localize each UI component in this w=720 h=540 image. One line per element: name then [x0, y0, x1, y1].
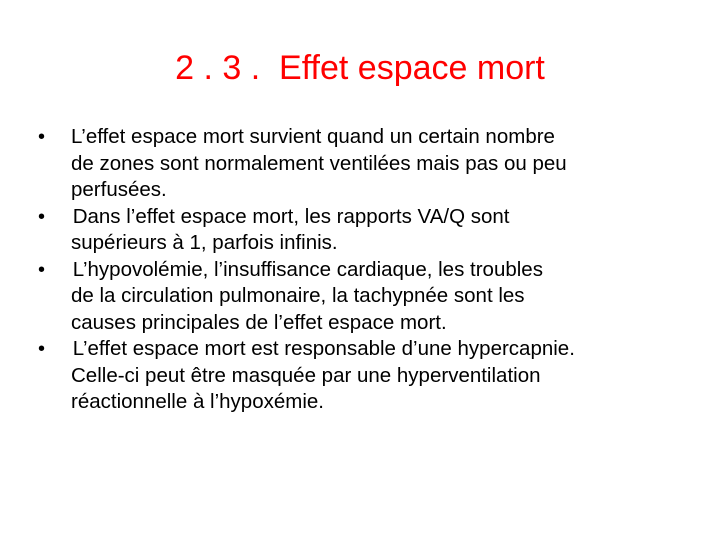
bullet-item-1	[0, 124, 720, 204]
bullet-text-line: réactionnelle à l’hypoxémie.	[71, 390, 324, 413]
bullet-text-line: L’effet espace mort survient quand un certain nombre	[71, 125, 555, 148]
bullet-text-line: L’effet espace mort est responsable d’une hypercapnie.	[67, 337, 575, 360]
bullet-text	[67, 257, 691, 337]
bullet-icon: •	[38, 205, 46, 228]
bullet-text	[67, 204, 691, 257]
slide-title: 2 . 3 . Effet espace mort	[175, 49, 545, 87]
bullet-item-4	[0, 336, 720, 416]
bullet-icon: •	[38, 338, 46, 360]
bullet-text-line: causes principales de l’effet espace mort.	[71, 310, 447, 334]
bullet-item-3	[0, 257, 720, 337]
bullet-item-2	[0, 204, 720, 257]
bullet-text-line: Celle-ci peut être masquée par une hyperventilation	[71, 363, 541, 387]
bullet-icon: •	[38, 126, 46, 148]
bullet-text-line: supérieurs à 1, parfois infinis.	[71, 231, 338, 254]
bullet-text	[71, 124, 691, 204]
bullet-list	[0, 124, 720, 416]
bullet-text-line: de zones sont normalement ventilées mais pas ou peu	[71, 151, 567, 175]
bullet-text-line: de la circulation pulmonaire, la tachypnée sont les	[71, 284, 525, 307]
bullet-icon: •	[38, 258, 46, 281]
bullet-text-line: perfusées.	[71, 178, 167, 201]
bullet-text	[67, 336, 691, 416]
bullet-text-line: L’hypovolémie, l’insuffisance cardiaque, les troubles	[67, 257, 543, 281]
bullet-text-line: Dans l’effet espace mort, les rapports VA/Q sont	[67, 204, 510, 228]
